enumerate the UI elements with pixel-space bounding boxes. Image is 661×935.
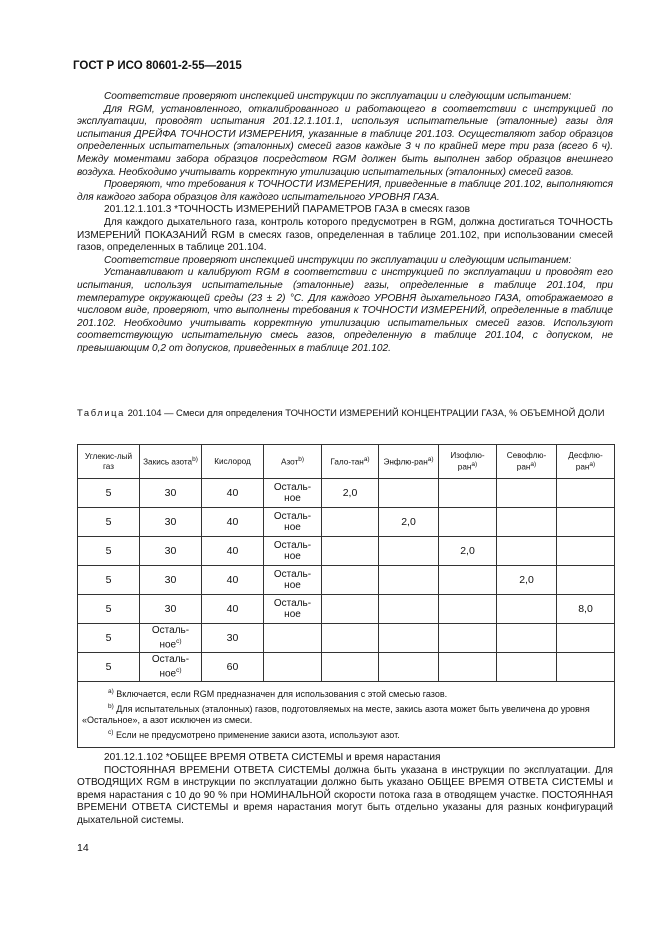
table-cell (557, 624, 615, 653)
cell-value: 5 (105, 660, 112, 673)
table-notes-row (78, 682, 615, 748)
table-cell (202, 537, 264, 566)
footnote-text: Если не предусмотрено применение закиси азота, используют азот. (115, 729, 400, 740)
cell-value: 5 (105, 515, 112, 528)
footnote-marker: b) (108, 702, 114, 710)
paragraph: Для RGM, установленного, откалиброванного и работающего в соответствии с инструкцией по эксплуатации, проводят испытания 201.12.1.101.1, используя испытательные (эталонные) газы для испытания ДРЕЙФА ТОЧНОСТИ ИЗМЕРЕНИЯ, указанные в таблице 201.103. Осуществляют забор образцов определенных испытательных (эталонных) смесей газов каждые 3 ч по крайней мере три раза (всего 6 ч). Между моментами забора образцов посредством RGM должен быть выполнен забор образцов внешнего воздуха. Необходимо учитывать корректную утилизацию испытательных (эталонных) смесей газов. (77, 103, 613, 178)
cell-value: 5 (105, 631, 112, 644)
footnote-text: Включается, если RGM предназначен для использования с этой смесью газов. (116, 689, 448, 699)
table-cell (379, 537, 439, 566)
cell-value: 40 (226, 515, 239, 528)
table-caption (77, 407, 613, 419)
table-cell (379, 624, 439, 653)
table-cell (497, 479, 557, 508)
table-header-label: Изофлю-ран (450, 450, 485, 472)
paragraph: Устанавливают и калибруют RGM в соответствии с инструкцией по эксплуатации и проводят его испытания, используя испытательные (эталонные) газы, определенные в таблице 201.104, при температуре окружающей среды (23 ± 2) °С. Для каждого УРОВНЯ дыхательного ГАЗА, отображаемого в числовом виде, проверяют, что выполнены требования к ТОЧНОСТИ ИЗМЕРЕНИЙ, определенные в таблице 201.102. Необходимо учитывать корректную утилизацию испытательных смесей газов. Используют соответствующую испытательную смесь газов, определенную в таблице 201.104, с допуском, не превышающим 0,2 от допусков, приведенных в таблице 201.102. (77, 267, 613, 354)
footnote-marker: c) (176, 638, 182, 646)
gas-mixture-table (77, 444, 615, 748)
table-header-cell (264, 445, 322, 479)
body-text-bottom (77, 752, 613, 828)
table-cell (557, 537, 615, 566)
table-header-cell (202, 445, 264, 479)
table-cell (140, 624, 202, 653)
table-cell (264, 566, 322, 595)
cell-value: 5 (105, 486, 112, 499)
table-header-label: Энфлю-ран (383, 458, 428, 468)
table-row (78, 508, 615, 537)
body-text-top (77, 91, 613, 355)
cell-value: Осталь-ное (273, 598, 312, 620)
table-cell (78, 595, 140, 624)
table-cell (557, 479, 615, 508)
table-header-label: Десфлю-ран (568, 450, 603, 472)
table-header-label: Севофлю-ран (506, 450, 547, 472)
cell-value: 40 (226, 544, 239, 557)
cell-value: Осталь-ное (273, 511, 312, 533)
table-cell (78, 479, 140, 508)
cell-value: 5 (105, 573, 112, 586)
table-cell (78, 508, 140, 537)
table-cell (497, 566, 557, 595)
table-row (78, 624, 615, 653)
footnote-marker: a) (108, 688, 114, 695)
cell-value: Осталь-ное (151, 654, 190, 680)
cell-value: 30 (164, 573, 177, 586)
footnote-marker: c) (108, 728, 114, 736)
table-cell (202, 624, 264, 653)
table-cell (140, 566, 202, 595)
table-cell (322, 624, 379, 653)
table-cell (557, 653, 615, 682)
cell-value: 8,0 (578, 602, 593, 615)
cell-value: 30 (164, 602, 177, 615)
page-number: 14 (77, 842, 89, 854)
table-cell (439, 624, 497, 653)
table-cell (379, 508, 439, 537)
table-cell (202, 479, 264, 508)
table-cell (264, 624, 322, 653)
table-header-cell (140, 445, 202, 479)
footnote-marker: c) (176, 667, 182, 675)
paragraph: Для каждого дыхательного газа, контроль которого предусмотрен в RGM, должна достигаться ТОЧНОСТЬ ИЗМЕРЕНИЙ ПОКАЗАНИЙ RGM в смесях газов, определенная в таблице 201.102, при использовании смесей газов, определенных в таблице 201.104. (77, 216, 613, 254)
cell-value: 60 (226, 660, 239, 673)
cell-value: 2,0 (342, 486, 358, 499)
table-cell (379, 595, 439, 624)
footnote-marker: a) (427, 456, 434, 464)
table-footnote (82, 701, 610, 727)
table-cell (557, 566, 615, 595)
cell-value: 2,0 (519, 573, 534, 586)
table-header-label: Азот (280, 458, 299, 468)
table-header-label: Гало-тан (330, 458, 364, 468)
table-header-cell (379, 445, 439, 479)
table-cell (140, 653, 202, 682)
table-cell (379, 479, 439, 508)
table-caption-prefix: Таблица (77, 407, 125, 418)
table-header-row (78, 445, 615, 479)
cell-value: Осталь-ное (273, 482, 312, 504)
table-cell (439, 537, 497, 566)
table-cell (202, 653, 264, 682)
table-header-cell (439, 445, 497, 479)
section-heading: 201.12.1.102 *ОБЩЕЕ ВРЕМЯ ОТВЕТА СИСТЕМЫ и время нарастания (104, 752, 441, 763)
table-cell (264, 537, 322, 566)
cell-value: 5 (105, 602, 112, 615)
table-cell (322, 595, 379, 624)
table-row (78, 566, 615, 595)
table-row (78, 653, 615, 682)
paragraph: Соответствие проверяют инспекцией инструкции по эксплуатации и следующим испытанием: (104, 91, 572, 102)
table-cell (497, 624, 557, 653)
cell-value: 40 (226, 486, 239, 499)
cell-value: 2,0 (401, 515, 416, 528)
table-row (78, 537, 615, 566)
table-cell (497, 537, 557, 566)
table-cell (439, 479, 497, 508)
table-header-cell (557, 445, 615, 479)
table-cell (322, 566, 379, 595)
table-cell (202, 566, 264, 595)
paragraph: Соответствие проверяют инспекцией инструкции по эксплуатации и следующим испытанием: (104, 254, 572, 266)
table-notes (78, 682, 615, 748)
table-footnote (82, 686, 610, 701)
table-footnote (82, 727, 610, 742)
paragraph: Проверяют, что требования к ТОЧНОСТИ ИЗМЕРЕНИЯ, приведенные в таблице 201.102, выполняются для каждого забора образцов для каждого испытательного УРОВНЯ ГАЗА. (77, 179, 613, 203)
table-cell (322, 653, 379, 682)
cell-value: 30 (164, 486, 177, 499)
table-cell (202, 508, 264, 537)
table-header-cell (78, 445, 140, 479)
cell-value: 2,0 (460, 544, 475, 557)
table-cell (140, 479, 202, 508)
cell-value: 30 (226, 631, 239, 644)
footnote-text: Для испытательных (эталонных) газов, подготовляемых на месте, закись азота может быть увеличена до уровня «Остальное», а азот исключен из смеси. (82, 703, 590, 725)
table-cell (264, 508, 322, 537)
table-cell (264, 653, 322, 682)
footnote-marker: b) (192, 456, 198, 464)
cell-value: 40 (226, 602, 239, 615)
cell-value: Осталь-ное (273, 540, 312, 562)
table-cell (322, 479, 379, 508)
table-cell (497, 653, 557, 682)
table-cell (140, 595, 202, 624)
table-cell (78, 624, 140, 653)
table-row (78, 479, 615, 508)
table-cell (439, 595, 497, 624)
table-cell (264, 479, 322, 508)
table-cell (322, 537, 379, 566)
section-heading: 201.12.1.101.3 *ТОЧНОСТЬ ИЗМЕРЕНИЙ ПАРАМЕТРОВ ГАЗА в смесях газов (104, 204, 471, 216)
table-header-cell (497, 445, 557, 479)
table-cell (78, 653, 140, 682)
footnote-marker: b) (298, 456, 305, 464)
table-cell (439, 653, 497, 682)
table-caption-text: 201.104 — Смеси для определения ТОЧНОСТИ ИЗМЕРЕНИЙ КОНЦЕНТРАЦИИ ГАЗА, % ОБЪЕМНОЙ ДОЛИ (127, 407, 605, 418)
cell-value: 5 (105, 544, 112, 557)
paragraph: ПОСТОЯННАЯ ВРЕМЕНИ ОТВЕТА СИСТЕМЫ должна быть указана в инструкции по эксплуатации. Для ОТВОДЯЩИХ RGM в инструкции по эксплуатации должно быть указано ОБЩЕЕ ВРЕМЯ ОТВЕТА СИСТЕМЫ и время нарастания с 10 до 90 % при НОМИНАЛЬНОЙ скорости потока газа в отводящем участке. ПОСТОЯННАЯ ВРЕМЕНИ ОТВЕТА СИСТЕМЫ и время нарастания могут быть отдельно указаны для разных конфигураций дыхательной системы. (77, 764, 613, 826)
cell-value: 30 (164, 544, 177, 557)
cell-value: 30 (164, 515, 177, 528)
table-header-label: Кислород (214, 456, 251, 466)
table-header-label: Углекис-лый газ (84, 452, 133, 471)
footnote-marker: a) (530, 461, 537, 469)
footnote-marker: a) (471, 461, 478, 469)
document-header: ГОСТ Р ИСО 80601-2-55—2015 (73, 60, 242, 72)
cell-value: Осталь-ное (273, 569, 312, 591)
table-cell (557, 595, 615, 624)
table-header-cell (322, 445, 379, 479)
cell-value: Осталь-ное (151, 625, 190, 651)
table-cell (439, 508, 497, 537)
table-cell (379, 653, 439, 682)
table-cell (140, 508, 202, 537)
table-cell (202, 595, 264, 624)
footnote-marker: a) (363, 456, 370, 464)
footnote-marker: a) (589, 461, 596, 469)
table-cell (264, 595, 322, 624)
table-cell (78, 566, 140, 595)
table-cell (497, 595, 557, 624)
cell-value: 40 (226, 573, 239, 586)
table-cell (140, 537, 202, 566)
table-cell (78, 537, 140, 566)
table-cell (379, 566, 439, 595)
table-header-label: Закись азота (143, 458, 193, 468)
table-cell (322, 508, 379, 537)
table-cell (439, 566, 497, 595)
table-cell (557, 508, 615, 537)
table-cell (497, 508, 557, 537)
table-row (78, 595, 615, 624)
